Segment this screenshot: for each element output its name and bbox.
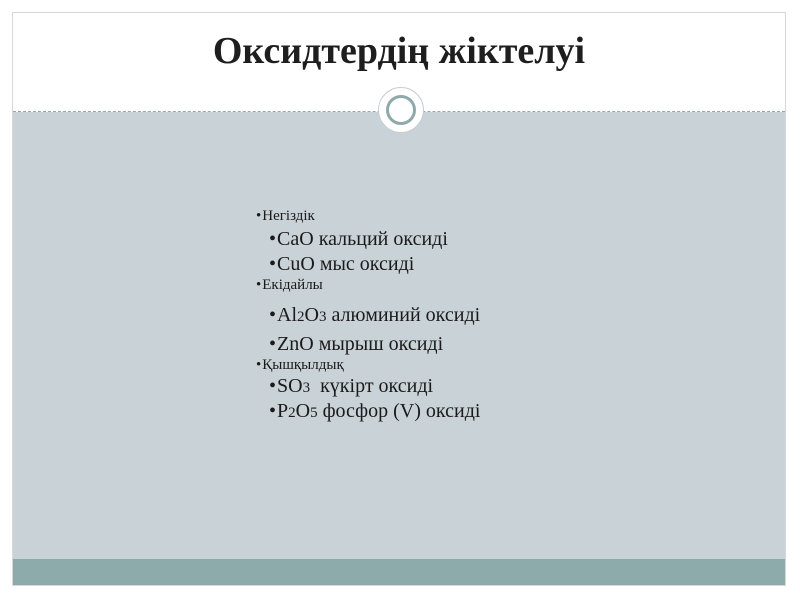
item-text: SO3 күкірт оксиді — [277, 375, 434, 397]
item-text: CuO мыс оксиді — [277, 253, 415, 275]
item-text: Al2O3 алюминий оксиді — [277, 304, 481, 326]
list-item — [256, 303, 696, 328]
bottom-band — [13, 559, 785, 585]
list-item — [256, 332, 696, 357]
item-text: CaO кальций оксиді — [277, 228, 448, 250]
list-item — [256, 252, 696, 277]
bullet-icon: • — [269, 400, 277, 422]
category-label: Қышқылдық — [262, 357, 344, 373]
list-item — [256, 227, 696, 252]
category-amphoteric — [256, 277, 696, 294]
slide-title: Оксидтердің жіктелуі — [212, 30, 586, 72]
bullet-icon: • — [269, 333, 277, 355]
oxide-classification-list — [256, 208, 696, 424]
bullet-icon: • — [269, 228, 277, 250]
bullet-icon: • — [256, 208, 262, 224]
bullet-icon: • — [269, 304, 277, 326]
category-acidic — [256, 357, 696, 374]
category-label: Екідайлы — [262, 277, 323, 293]
list-item — [256, 399, 696, 424]
bullet-icon: • — [256, 357, 262, 373]
category-basic — [256, 208, 696, 225]
bullet-icon: • — [269, 253, 277, 275]
item-text: ZnO мырыш оксиді — [277, 333, 444, 355]
item-text: P2O5 фосфор (V) оксиді — [277, 400, 481, 422]
divider-circle-icon — [378, 87, 424, 133]
category-label: Негіздік — [262, 208, 315, 224]
circle-ring-icon — [386, 95, 416, 125]
bullet-icon: • — [269, 375, 277, 397]
bullet-icon: • — [256, 277, 262, 293]
list-item — [256, 374, 696, 399]
